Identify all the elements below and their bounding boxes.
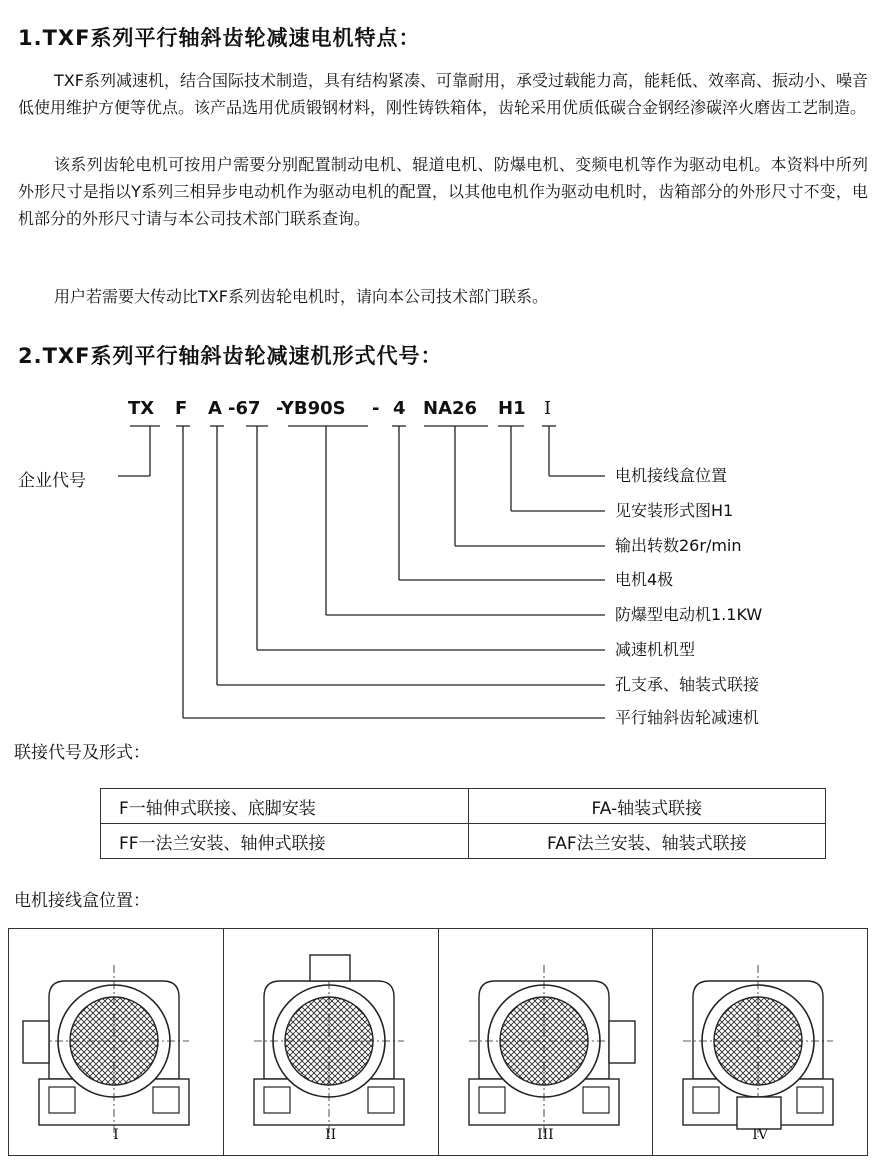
label-mounting: 见安装形式图H1: [615, 501, 734, 520]
company-code-label: 企业代号: [18, 471, 86, 491]
position-label: IV: [752, 1127, 768, 1143]
code-part-a: A: [208, 398, 222, 419]
terminal-box-top: [310, 955, 350, 981]
code-part-tx: TX: [128, 398, 155, 419]
table-cell: FA-轴装式联接: [468, 789, 825, 824]
position-cell-1: [9, 929, 224, 1155]
label-reducer-series: 平行轴斜齿轮减速机: [615, 708, 760, 727]
table-cell: FAF法兰安装、轴装式联接: [468, 824, 825, 859]
label-motor-poles: 电机4极: [615, 570, 674, 589]
position-cell-2: [224, 929, 439, 1155]
label-connection: 孔支承、轴装式联接: [615, 675, 760, 694]
position-cell-4: [653, 929, 867, 1155]
label-terminal-box: 电机接线盒位置: [615, 466, 728, 485]
table-row: [101, 789, 826, 824]
position-label: II: [325, 1127, 337, 1143]
section1-title: 1.TXF系列平行轴斜齿轮减速电机特点：: [18, 26, 421, 50]
paragraph-1: TXF系列减速机，结合国际技术制造，具有结构紧凑、可靠耐用，承受过载能力高，能耗低、效率高、振动小、噪音低使用维护方便等优点。该产品选用优质锻钢材料，刚性铸铁箱体，齿轮采用优质低碳合金钢经渗碳淬火磨齿工艺制造。: [18, 71, 868, 117]
reducer-drawing-1: [9, 929, 223, 1155]
table-cell: F一轴伸式联接、底脚安装: [101, 789, 469, 824]
position-label: I: [113, 1127, 119, 1143]
table-row: [101, 824, 826, 859]
position-cell-3: [439, 929, 654, 1155]
code-part-4: 4: [393, 398, 406, 419]
paragraph-3: 用户若需要大传动比TXF系列齿轮电机时，请向本公司技术部门联系。: [54, 287, 548, 306]
connection-title: 联接代号及形式：: [14, 743, 150, 763]
paragraph-2: 该系列齿轮电机可按用户需要分别配置制动电机、辊道电机、防爆电机、变频电机等作为驱动电机。本资料中所列外形尺寸是指以Y系列三相异步电动机作为驱动电机的配置，以其他电机作为驱动电机时，齿箱部分的外形尺寸不变，电机部分的外形尺寸请与本公司技术部门联系查询。: [18, 155, 868, 228]
terminal-box-positions: [8, 928, 868, 1156]
reducer-drawing-4: [653, 929, 867, 1155]
code-part-h1: H1: [498, 398, 526, 419]
position-label: III: [537, 1127, 554, 1143]
reducer-drawing-2: [224, 929, 438, 1155]
label-output-speed: 输出转数26r/min: [615, 536, 742, 555]
code-part-yb90s: -YB90S: [276, 398, 346, 419]
code-part-f: F: [175, 398, 188, 419]
terminal-box-title: 电机接线盒位置：: [14, 891, 150, 911]
code-part-i: I: [544, 398, 552, 419]
terminal-box-bottom: [737, 1097, 781, 1129]
terminal-box-right: [609, 1021, 635, 1063]
label-motor-type: 防爆型电动机1.1KW: [615, 605, 763, 624]
connection-table: [100, 788, 826, 859]
label-reducer-size: 减速机机型: [615, 640, 696, 659]
table-cell: FF一法兰安装、轴伸式联接: [101, 824, 469, 859]
reducer-drawing-3: [439, 929, 653, 1155]
section2-title: 2.TXF系列平行轴斜齿轮减速机形式代号：: [18, 344, 443, 368]
code-part-na26: NA26: [423, 398, 478, 419]
code-part-67: -67: [228, 398, 261, 419]
code-part-dash: -: [372, 398, 380, 419]
terminal-box-left: [23, 1021, 49, 1063]
